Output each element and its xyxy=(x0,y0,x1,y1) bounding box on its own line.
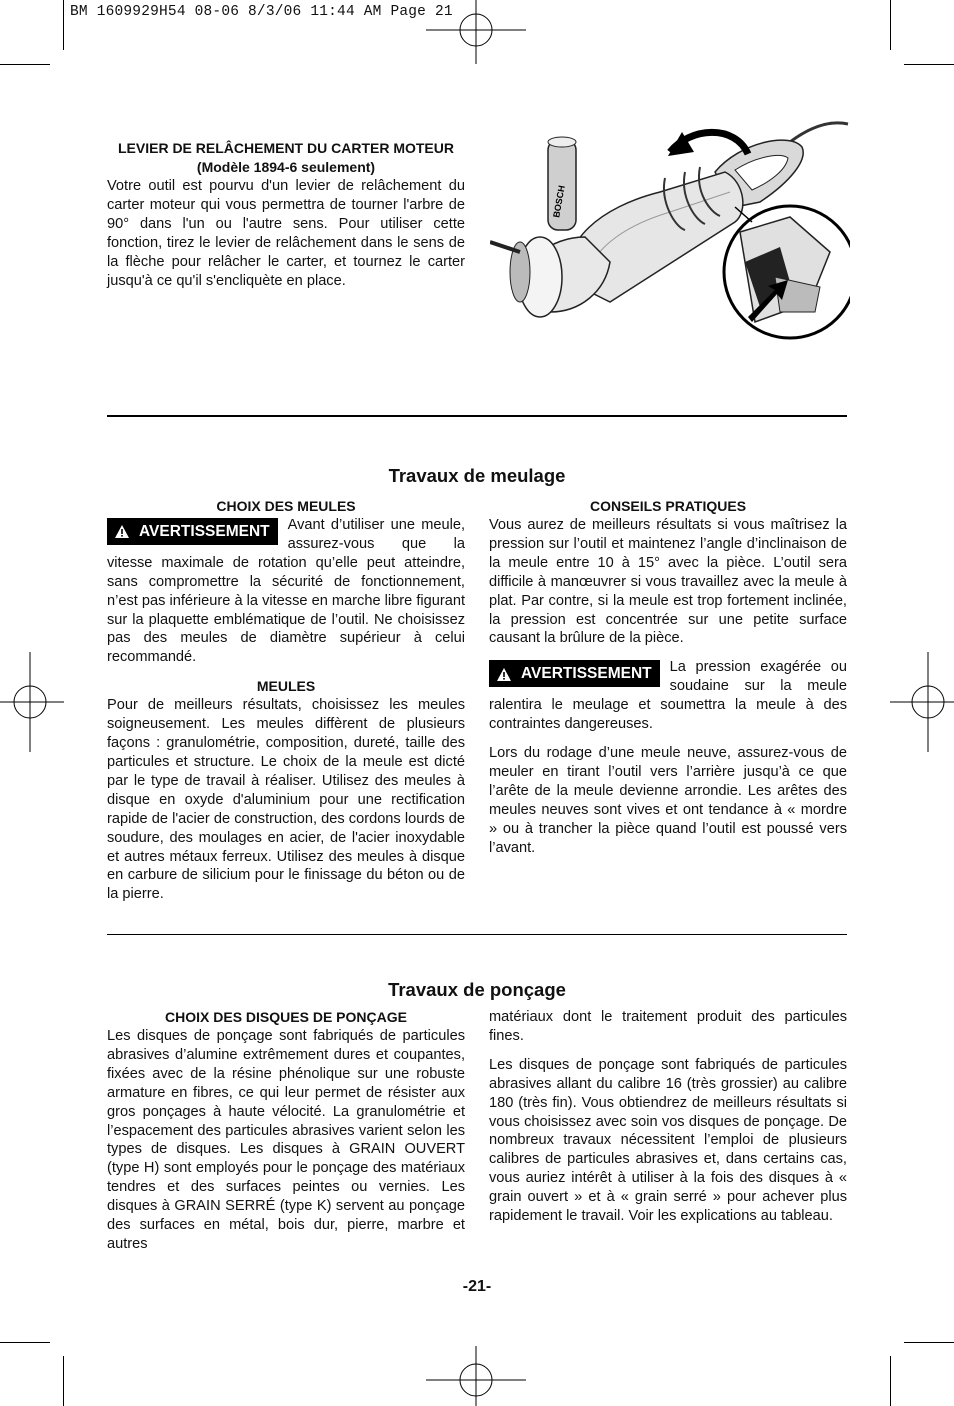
wheel-choice-heading: CHOIX DES MEULES xyxy=(216,498,356,514)
sanding-grit-text: Les disques de ponçage sont fabriqués de particules abrasives allant du calibre 16 (très grossier) au calibre 180 (très fin). Vous obtiendrez de meilleurs résultats si vous choisissez avec soin vos disques de ponçage. De nombreux travaux nécessitent l’emploi de plusieurs calibres de particules abrasives et, dans certains cas, vous auriez intérêt à utiliser à la fois des disques à « grain ouvert » et à « grain serré » pour achever plus rapidement le travail. Voir les explications au tableau. xyxy=(489,1056,847,1225)
wheel-warning-text: Avant d’utiliser une meule, assurez-vous que la vitesse maximale de rotation qu’elle peut atteindre, sans compromettre la sécurité de fonctionnement, n’est pas inférieure à la vitesse en marche libre figurant sur la plaquette emblématique de l’outil. Ne choisissez pas des meules de diamètre supérieur à celui recommandé. xyxy=(107,517,465,666)
wheels-heading: MEULES xyxy=(256,678,316,695)
tips-heading: CONSEILS PRATIQUES xyxy=(589,498,747,514)
grinding-title: Travaux de meulage xyxy=(388,465,566,486)
registration-mark-bottom xyxy=(426,1346,526,1406)
sanding-disc-text: Les disques de ponçage sont fabriqués de particules abrasives d’alumine extrêmement dures et coupantes, fixées avec de la résine phénolique sur une robuste armature en fibres, ce qui leur permet de résister aux gros ponçages à haute vélocité. La granulométrie et l’espacement des particules abrasives varient selon les types de disques. Les disques à GRAIN OUVERT (type H) sont employés pour le ponçage des matériaux tendres et des surfaces peintes ou vernies. Les disques à GRAIN SERRÉ (type K) servent au ponçage des surfaces en métal, bois dur, pierre, marbre et autres xyxy=(107,1028,465,1252)
release-lever-heading: LEVIER DE RELÂCHEMENT DU CARTER MOTEUR xyxy=(117,140,454,156)
release-lever-text: Votre outil est pourvu d'un levier de relâchement du carter moteur qui vous permettra de tourner l'arbre de 90° dans l'un ou l'autre sens. Pour utiliser cette fonction, tirez le levier de relâchement dans le sens de la flèche pour relâcher le carter, et tournez le carter jusqu'à ce qu'il s'encliquète en place. xyxy=(107,178,465,289)
warning-badge xyxy=(107,518,278,545)
sanding-left-column xyxy=(107,1008,465,1264)
release-lever-section xyxy=(107,139,465,300)
pressure-warning-text: La pression exagérée ou soudaine sur la meule ralentira le meulage et soumettra la meule à des contraintes dangereuses. xyxy=(489,659,847,733)
registration-mark-left xyxy=(0,652,64,752)
sanding-disc-heading: CHOIX DES DISQUES DE PONÇAGE xyxy=(165,1009,407,1025)
sanding-continued-text: matériaux dont le traitement produit des particules fines. xyxy=(489,1009,847,1044)
section-divider xyxy=(107,934,847,935)
registration-mark-top xyxy=(426,0,526,64)
grinder-illustration xyxy=(490,112,850,342)
grinding-right-column xyxy=(489,497,847,867)
sanding-right-column xyxy=(489,1008,847,1236)
warning-triangle-icon xyxy=(115,525,129,538)
sanding-title: Travaux de ponçage xyxy=(388,979,566,1000)
page-number: -21- xyxy=(462,1278,492,1295)
brand-text: BOSCH xyxy=(551,184,567,219)
dressing-text: Lors du rodage d’une meule neuve, assurez-vous de meuler en tirant l’outil vers l’arrière jusqu’à ce que l’arête de la meule devienne arrondie. Les arêtes des meules neuves sont vives et ont tendance à « mordre » ou à trancher la pièce quand l’outil est poussé vers l’avant. xyxy=(489,744,847,856)
grinding-left-column xyxy=(107,497,465,914)
tips-text: Vous aurez de meilleurs résultats si vous maîtrisez la pression sur l’outil et maintenez l’angle d’inclinaison de la meule entre 10 à 15° avec la pièce. L’outil sera difficile à manœuvrer si vous travaillez avec la meule à plat. Par contre, si la meule est trop fortement inclinée, la pression est concentrée sur une petite surface causant la brûlure de la pièce. xyxy=(489,517,847,647)
wheels-text: Pour de meilleurs résultats, choisissez les meules soigneusement. Les meules diffèrent de plusieurs façons : granulométrie, composition, dureté, taille des particules et structure. Le choix de la meule est dicté par le type de travail à réaliser. Utilisez des meules à disque en oxyde d'aluminium pour une rectification rapide de l'acier de construction, des cordons lourds de soudure, des moulages en acier, de l'acier inoxydable et autres métaux ferreux. Utilisez des meules à disque en carbure de silicium pour le finissage du béton ou de la pierre. xyxy=(107,697,465,903)
registration-mark-right xyxy=(890,652,954,752)
section-divider xyxy=(107,415,847,417)
print-slug: BM 1609929H54 08-06 8/3/06 11:44 AM Page 21 xyxy=(70,4,453,20)
warning-triangle-icon xyxy=(497,668,511,681)
warning-label: AVERTISSEMENT xyxy=(521,665,652,683)
warning-badge xyxy=(489,660,660,687)
warning-label: AVERTISSEMENT xyxy=(139,523,270,540)
release-lever-subheading: (Modèle 1894-6 seulement) xyxy=(196,159,376,175)
